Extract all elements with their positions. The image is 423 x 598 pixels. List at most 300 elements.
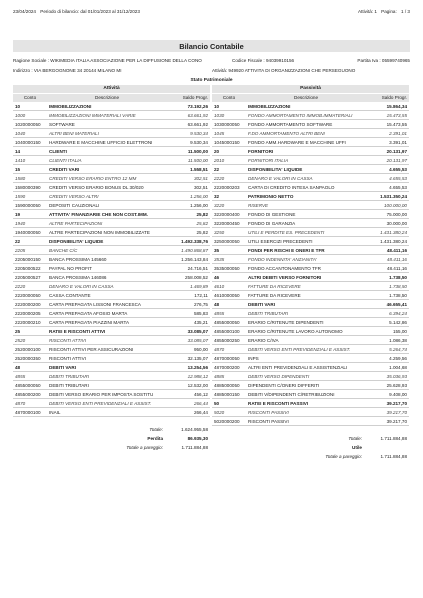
descrizione-cell: DEBITI VERSO ENTI PREVIDENZIALI E ASSIST. <box>248 347 351 352</box>
table-row <box>212 291 409 300</box>
descrizione-cell: FONDO AMM.HARDWARE E MACCHINE UFFI <box>248 140 346 145</box>
saldo-cell: 9.408,00 <box>389 392 407 397</box>
descrizione-cell: RATEI E RISCONTI PASSIVI <box>248 401 309 406</box>
conto-cell: 2205000522 <box>15 266 41 271</box>
descrizione-cell: CREDITI VERSO ERARIO BONUS DL 30/020 <box>49 185 144 190</box>
conto-cell: 5020 <box>214 410 225 415</box>
table-row <box>212 219 409 228</box>
saldo-cell: 302,51 <box>193 185 208 190</box>
descrizione-cell: ERARIO C/IVA <box>248 338 279 343</box>
descrizione-cell: INPS <box>248 356 259 361</box>
conto-cell: 14 <box>15 149 21 154</box>
totale-label: Totale: <box>348 436 362 441</box>
table-row <box>13 246 210 255</box>
passivita-totals <box>212 434 409 461</box>
descrizione-cell: CASSA CONTANTE <box>49 293 91 298</box>
descrizione-cell: CREDITI VERSO ERARIO ENTRO 12 MM <box>49 176 137 181</box>
table-row <box>13 309 210 318</box>
descrizione-cell: FONDO DI GESTIONE <box>248 212 296 217</box>
descrizione-cell: ALTRI ENTI PREVIDENZIALI E ASSISTENZIALI <box>248 365 348 370</box>
descrizione-cell: CLIENTI ITALIA <box>49 158 82 163</box>
conto-cell: 1020000050 <box>15 122 41 127</box>
saldo-cell: 155,00 <box>392 329 407 334</box>
table-row <box>212 246 409 255</box>
conto-cell: 35 <box>214 248 220 253</box>
totale-label: Totale: <box>149 427 163 432</box>
saldo-cell: 25,82 <box>196 212 208 217</box>
descrizione-cell: ALTRI DEBITI VERSO FORNITORI <box>248 275 322 280</box>
saldo-cell: 35.036,93 <box>386 374 407 379</box>
attivita-code: Attività: 949920 ATTIVITA DI ORGANIZZAZIONI CHE PERSEGUONO <box>212 68 356 73</box>
table-row <box>13 111 210 120</box>
saldo-cell: 1.256.143,84 <box>181 257 208 262</box>
table-row <box>13 219 210 228</box>
saldo-cell: 39.217,70 <box>386 401 407 406</box>
saldo-cell: 33.085,07 <box>187 329 208 334</box>
table-row <box>13 165 210 174</box>
saldo-cell: 15.864,34 <box>386 104 407 109</box>
descrizione-cell: UTILI E PERDITE ES. PRECEDENTI <box>248 230 325 235</box>
descrizione-cell: DEBITI VERSO ERARIO PER IMPOSTA SOSTITU <box>49 392 154 397</box>
conto-cell: 1045000150 <box>214 140 240 145</box>
table-row <box>212 237 409 246</box>
conto-cell: 1590 <box>15 194 26 199</box>
saldo-cell: 1.490.868,87 <box>181 248 208 253</box>
saldo-cell: 1.256,00 <box>190 203 208 208</box>
saldo-cell: 11.500,00 <box>187 149 208 154</box>
table-row <box>13 255 210 264</box>
saldo-cell: 33.085,07 <box>187 338 208 343</box>
saldo-cell: 1.492.338,76 <box>181 239 208 244</box>
table-row <box>212 327 409 336</box>
table-row <box>212 147 409 156</box>
conto-cell: 1040 <box>15 131 26 136</box>
table-row <box>212 300 409 309</box>
conto-cell: 1410 <box>15 158 26 163</box>
conto-cell: 4885000050 <box>214 383 240 388</box>
table-row <box>212 363 409 372</box>
saldo-cell: 302,51 <box>193 176 208 181</box>
saldo-cell: 12.988,12 <box>187 374 208 379</box>
descrizione-cell: DEBITI VERSO ENTI PREVIDENZIALI E ASSIST. <box>49 401 152 406</box>
table-row <box>13 156 210 165</box>
descrizione-cell: BANCA PROSSIMA 145660 <box>49 257 107 262</box>
conto-cell: 3220000400 <box>214 212 240 217</box>
attivita-subheader <box>13 94 210 102</box>
table-row <box>212 336 409 345</box>
perdita-row <box>13 434 210 443</box>
descrizione-cell: PATRIMONIO NETTO <box>248 194 294 199</box>
table-row <box>13 354 210 363</box>
conto-cell: 1940000050 <box>15 230 41 235</box>
saldo-cell: 1.004,68 <box>389 365 407 370</box>
conto-cell: 46 <box>214 275 220 280</box>
saldo-cell: 25,82 <box>196 230 208 235</box>
attivita-totals <box>13 425 210 452</box>
table-row <box>212 165 409 174</box>
descrizione-cell: RISCONTI ATTIVI <box>49 356 86 361</box>
attivita-pareggio-row <box>13 443 210 452</box>
table-row <box>13 129 210 138</box>
table-row <box>13 399 210 408</box>
report-title: Bilancio Contabile <box>13 40 410 52</box>
conto-cell: 4870000100 <box>15 410 41 415</box>
table-row <box>13 210 210 219</box>
table-row <box>212 138 409 147</box>
conto-cell: 3250000050 <box>214 239 240 244</box>
descrizione-cell: UTILI ESERCIZI PRECEDENTI <box>248 239 313 244</box>
descrizione-cell: ALTRE PARTECIPAZIONI <box>49 221 103 226</box>
indirizzo: Indirizzo : VIA BERGOGNONE 34 20144 MILANO MI <box>13 68 122 73</box>
saldo-cell: 435,21 <box>193 320 208 325</box>
saldo-cell: 25.628,93 <box>386 383 407 388</box>
table-row <box>212 183 409 192</box>
attivita-table-body <box>13 102 210 417</box>
table-row <box>13 192 210 201</box>
descrizione-cell: ERARIO C/RITENUTE DIPENDENTI <box>248 320 324 325</box>
activity-label: Attività: 1 <box>357 8 377 14</box>
descrizione-cell: SOFTWARE <box>49 122 75 127</box>
conto-cell: 2220000203 <box>214 185 240 190</box>
conto-cell: 1590000050 <box>15 203 41 208</box>
saldo-cell: 15.473,55 <box>386 113 407 118</box>
descrizione-cell: CARTA PREPAGATA LISSONI FRANCESCA <box>49 302 141 307</box>
saldo-cell: 1.086,38 <box>389 338 407 343</box>
descrizione-cell: ALTRI BENI MATERIALI <box>49 131 99 136</box>
table-row <box>13 201 210 210</box>
descrizione-header: Descrizione <box>95 95 119 100</box>
attivita-total-row <box>13 425 210 434</box>
descrizione-cell: PAYPAL NO PROFIT <box>49 266 92 271</box>
descrizione-cell: DEBITI TRIBUTARI <box>248 311 288 316</box>
saldo-cell: 32.135,07 <box>187 356 208 361</box>
conto-cell: 4870 <box>214 347 225 352</box>
conto-cell: 22 <box>214 167 220 172</box>
table-row <box>212 102 409 111</box>
saldo-cell: 39.217,70 <box>386 410 407 415</box>
conto-cell: 4855 <box>214 311 225 316</box>
conto-cell: 48 <box>15 365 21 370</box>
descrizione-cell: INAIL <box>49 410 61 415</box>
table-row <box>212 129 409 138</box>
descrizione-cell: IMMOBILIZZAZIONI <box>49 104 92 109</box>
descrizione-cell: RATEI E RISCONTI ATTIVI <box>49 329 106 334</box>
conto-cell: 1030 <box>214 113 225 118</box>
saldo-cell: 75.000,00 <box>386 212 407 217</box>
conto-cell: 4855000050 <box>15 383 41 388</box>
table-row <box>212 345 409 354</box>
conto-cell: 3535000050 <box>214 266 240 271</box>
saldo-header: Saldo Progr. <box>182 95 208 100</box>
conto-cell: 2520000350 <box>15 356 41 361</box>
saldo-cell: 1.469,89 <box>190 284 208 289</box>
balance-columns <box>13 85 410 461</box>
conto-cell: 4870000200 <box>214 365 240 370</box>
descrizione-cell: BANCA PROSSIMA 146086 <box>49 275 107 280</box>
utile-label: Utile <box>352 445 362 450</box>
saldo-cell: 1.531.350,24 <box>380 194 407 199</box>
conto-cell: 3220000450 <box>214 221 240 226</box>
descrizione-cell: IMMOBILIZZAZIONI <box>248 104 291 109</box>
conto-cell: 2205000527 <box>15 275 41 280</box>
descrizione-cell: FATTURE DA RICEVERE <box>248 284 301 289</box>
table-row <box>212 264 409 273</box>
descrizione-cell: BANCHE C/C <box>49 248 78 253</box>
conto-cell: 2520000100 <box>15 347 41 352</box>
saldo-header: Saldo Progr. <box>381 95 407 100</box>
table-row <box>13 273 210 282</box>
descrizione-cell: CARTA PREPAGATA AFOSIO MARTA <box>49 311 128 316</box>
saldo-cell: 1.738,50 <box>389 275 407 280</box>
conto-cell: 2205 <box>15 248 26 253</box>
saldo-cell: 276,75 <box>193 302 208 307</box>
section-title: Stato Patrimoniale <box>190 78 233 83</box>
table-row <box>13 183 210 192</box>
descrizione-cell: DENARO E VALORI IN CASSA <box>248 176 313 181</box>
conto-cell: 1580 <box>15 176 26 181</box>
utile-value <box>366 443 409 452</box>
conto-cell: 5020000200 <box>214 419 240 424</box>
descrizione-cell: RISCONTI PASSIVI <box>248 419 289 424</box>
table-row <box>13 138 210 147</box>
conto-cell: 3250 <box>214 230 225 235</box>
saldo-cell: 13.254,56 <box>187 365 208 370</box>
conto-cell: 15 <box>15 167 21 172</box>
table-row <box>13 336 210 345</box>
table-row <box>13 363 210 372</box>
conto-cell: 4855000250 <box>214 338 240 343</box>
passivita-total-row <box>212 434 409 443</box>
conto-cell: 19 <box>15 212 21 217</box>
saldo-cell: 950,00 <box>193 347 208 352</box>
saldo-cell: 1.431.380,24 <box>380 230 407 235</box>
perdita-value: 86.935,30 <box>187 436 208 441</box>
conto-cell: 4885 <box>214 374 225 379</box>
table-row <box>212 309 409 318</box>
table-row <box>13 174 210 183</box>
descrizione-cell: RISCONTI ATTIVI <box>49 338 87 343</box>
descrizione-cell: FATTURE DA RICEVERE <box>248 293 301 298</box>
descrizione-cell: FONDO INDENNITA' ANZIANITA' <box>248 257 317 262</box>
conto-cell: 48 <box>214 302 220 307</box>
pareggio-value: 1.711.884,88 <box>181 445 208 450</box>
table-row <box>212 192 409 201</box>
table-row <box>13 408 210 417</box>
table-row <box>13 147 210 156</box>
perdita-label: Perdita <box>147 436 163 441</box>
descrizione-cell: FONDO DI GARANZIA <box>248 221 296 226</box>
table-row <box>212 417 409 426</box>
conto-cell: 1040000150 <box>15 140 41 145</box>
report-period: Periodo di bilancio: dal 01/01/2023 al 31/12/2023 <box>40 8 140 14</box>
descrizione-cell: DIPENDENTI C/ONERI DIFFERITI <box>248 383 320 388</box>
utile-row <box>212 443 409 452</box>
conto-cell: 2205000150 <box>15 257 41 262</box>
saldo-cell: 172,11 <box>194 293 208 298</box>
table-row <box>13 291 210 300</box>
table-row <box>212 210 409 219</box>
descrizione-cell: FONDI PER RISCHI E ONERI E TFR <box>248 248 325 253</box>
header-left <box>13 9 140 14</box>
saldo-cell: 11.500,00 <box>187 158 208 163</box>
descrizione-cell: ATTIVITA' FINANZIARIE CHE NON COST.IMM. <box>49 212 148 217</box>
table-row <box>13 300 210 309</box>
saldo-cell: 48.411,16 <box>386 248 407 253</box>
table-row <box>13 264 210 273</box>
pareggio-label: Totale a pareggio: <box>126 445 163 450</box>
table-row <box>13 390 210 399</box>
table-row <box>13 381 210 390</box>
descrizione-cell: DEBITI TRIBUTARI <box>49 374 89 379</box>
descrizione-cell: ERARIO C/RITENUTE LAVORO AUTONOMO <box>248 329 343 334</box>
table-row <box>13 282 210 291</box>
saldo-cell: 6.394,24 <box>389 311 407 316</box>
table-row <box>13 120 210 129</box>
saldo-cell: 48.411,16 <box>386 257 407 262</box>
descrizione-cell: CLIENTI <box>49 149 67 154</box>
descrizione-cell: DISPONIBILITA' LIQUIDE <box>49 239 104 244</box>
saldo-cell: 2.391,01 <box>389 131 407 136</box>
conto-cell: 2220 <box>214 176 225 181</box>
descrizione-cell: CARTA PREPAGATA PIAZZINI MARTA <box>49 320 130 325</box>
conto-cell: 4855000200 <box>15 392 41 397</box>
passivita-pareggio-row <box>212 452 409 461</box>
descrizione-cell: FONDO AMMORTAMENTO IMMOB.IMMATERIALI <box>248 113 353 118</box>
saldo-cell: 39.217,70 <box>386 419 407 424</box>
table-row <box>212 372 409 381</box>
table-row <box>212 201 409 210</box>
saldo-cell: 1.431.380,24 <box>380 239 407 244</box>
saldo-cell: 63.661,92 <box>187 122 208 127</box>
descrizione-cell: FONDO AMMORTAMENTO SOFTWARE <box>248 122 333 127</box>
descrizione-cell: DISPONIBILITA' LIQUIDE <box>248 167 303 172</box>
passivita-table-body <box>212 102 409 426</box>
descrizione-cell: DENARO E VALORI IN CASSA <box>49 284 114 289</box>
conto-cell: 4610 <box>214 284 225 289</box>
saldo-cell: 1.558,51 <box>190 167 208 172</box>
descrizione-cell: ALTRE PARTECIPAZIONI NON IMMOBILIZZATE <box>49 230 150 235</box>
descrizione-cell: CREDITI VARI <box>49 167 80 172</box>
saldo-cell: 15.473,55 <box>386 122 407 127</box>
conto-cell: 10 <box>214 104 220 109</box>
saldo-cell: 9.530,34 <box>190 140 208 145</box>
table-row <box>212 273 409 282</box>
descrizione-cell: CARTA DI CREDITO INTESA SANPAOLO <box>248 185 335 190</box>
conto-cell: 1000 <box>15 113 26 118</box>
saldo-cell: 456,12 <box>193 392 208 397</box>
saldo-cell: 1.738,50 <box>389 293 407 298</box>
conto-cell: 4855 <box>15 374 26 379</box>
conto-cell: 1030000050 <box>214 122 240 127</box>
attivita-header: Attività <box>13 85 210 93</box>
saldo-cell: 258.008,52 <box>185 275 208 280</box>
conto-cell: 2220000200 <box>15 302 41 307</box>
conto-cell: 22 <box>15 239 21 244</box>
pareggio-value: 1.711.884,88 <box>380 454 407 459</box>
descrizione-cell: CREDITI VERSO ALTRI <box>49 194 99 199</box>
attivita-column <box>13 85 210 461</box>
table-row <box>212 228 409 237</box>
passivita-header: Passività <box>212 85 409 93</box>
partita-iva: Partita Iva : 05599740965 <box>357 58 410 63</box>
table-row <box>13 102 210 111</box>
table-row <box>212 156 409 165</box>
ragione-sociale: Ragione Sociale : WIKIMEDIA ITALIA ASSOCIAZIONE PER LA DIFFUSIONE DELLA CONO <box>13 58 202 63</box>
descrizione-cell: DEBITI VARI <box>248 302 275 307</box>
table-row <box>212 381 409 390</box>
saldo-cell: 100.000,00 <box>384 203 407 208</box>
descrizione-cell: IMMOBILIZZAZIONI IMMATERIALI VARIE <box>49 113 136 118</box>
descrizione-cell: RISCONTI PASSIVI <box>248 410 289 415</box>
conto-cell: 4610000050 <box>214 293 240 298</box>
table-row <box>212 255 409 264</box>
saldo-cell: 5.264,74 <box>389 347 407 352</box>
address-info-row <box>13 66 410 75</box>
passivita-column <box>212 85 409 461</box>
conto-cell: 3220 <box>214 203 225 208</box>
descrizione-cell: FORNITORI ITALIA <box>248 158 289 163</box>
saldo-cell: 266,44 <box>193 401 208 406</box>
saldo-cell: 4.655,53 <box>389 185 407 190</box>
saldo-cell: 20.131,97 <box>386 149 407 154</box>
conto-cell: 1045 <box>214 131 225 136</box>
saldo-cell: 3.391,01 <box>389 140 407 145</box>
table-row <box>13 372 210 381</box>
descrizione-cell: DEBITI VERSO DIPENDENTI <box>248 374 310 379</box>
descrizione-cell: DEBITI VARI <box>49 365 76 370</box>
table-row <box>212 408 409 417</box>
conto-cell: 50 <box>214 401 220 406</box>
saldo-cell: 20.131,97 <box>386 158 407 163</box>
descrizione-cell: F.DO AMMORTAMENTO ALTRI BENI <box>248 131 325 136</box>
table-row <box>212 354 409 363</box>
conto-cell: 20 <box>214 149 220 154</box>
conto-cell: 1940 <box>15 221 26 226</box>
saldo-cell: 4.655,53 <box>389 176 407 181</box>
table-row <box>212 318 409 327</box>
conto-cell: 4870000050 <box>214 356 240 361</box>
conto-cell: 2220 <box>15 284 26 289</box>
descrizione-cell: FORNITORI <box>248 149 274 154</box>
conto-cell: 2520 <box>15 338 26 343</box>
saldo-cell: 25,82 <box>196 221 208 226</box>
conto-cell: 32 <box>214 194 220 199</box>
table-row <box>13 237 210 246</box>
conto-cell: 1580000390 <box>15 185 41 190</box>
header-right <box>358 9 410 14</box>
table-row <box>212 120 409 129</box>
saldo-cell: 4.655,53 <box>389 167 407 172</box>
table-row <box>13 345 210 354</box>
descrizione-header: Descrizione <box>294 95 318 100</box>
conto-cell: 4855000100 <box>214 329 240 334</box>
conto-header: Conto <box>222 95 236 100</box>
conto-cell: 4870 <box>15 401 26 406</box>
table-row <box>212 390 409 399</box>
table-row <box>212 111 409 120</box>
descrizione-cell: DEBITI V/DIPENDENTI C/RETRIBUZIONI <box>248 392 335 397</box>
saldo-cell: 4.259,56 <box>389 356 407 361</box>
page-label: Pagina: <box>381 8 397 14</box>
table-row <box>13 327 210 336</box>
page-number: 1 / 3 <box>401 8 410 14</box>
descrizione-cell: RISCONTI ATTIVI PER ASSICURAZIONI <box>49 347 134 352</box>
saldo-cell: 266,44 <box>193 410 208 415</box>
table-row <box>13 228 210 237</box>
saldo-cell: 1.738,50 <box>389 284 407 289</box>
table-row <box>212 399 409 408</box>
saldo-cell: 5.142,86 <box>389 320 407 325</box>
